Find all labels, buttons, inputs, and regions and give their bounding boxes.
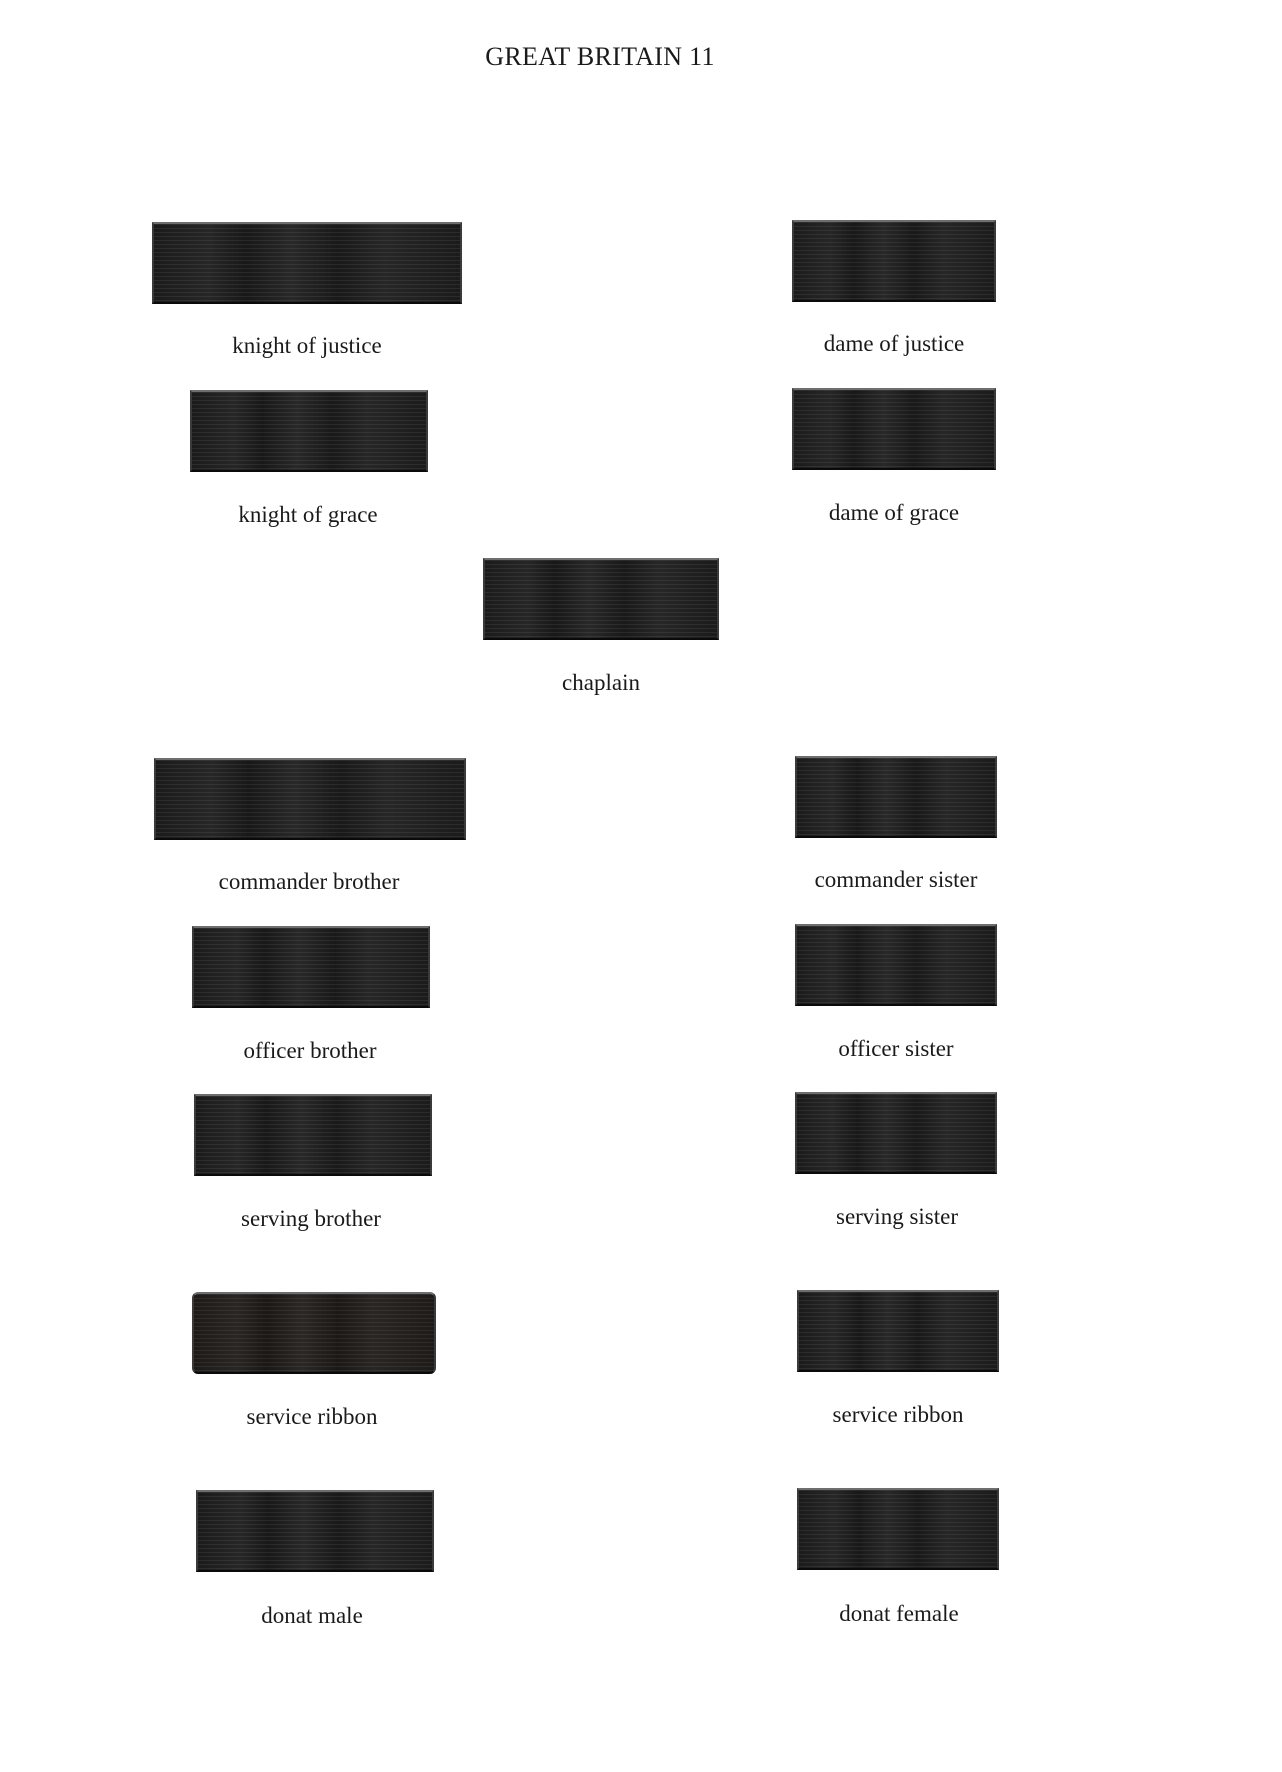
ribbon-commander-sister [795, 756, 997, 838]
ribbon-officer-brother [192, 926, 430, 1008]
ribbon-chaplain [483, 558, 719, 640]
label-dame-of-justice: dame of justice [823, 331, 965, 356]
page-title: GREAT BRITAIN 11 [485, 42, 715, 71]
ribbon-dame-of-justice [792, 220, 996, 302]
ribbon-serving-brother [194, 1094, 432, 1176]
ribbon-donat-female [797, 1488, 999, 1570]
label-officer-sister: officer sister [838, 1036, 954, 1061]
ribbon-commander-brother [154, 758, 466, 840]
label-officer-brother: officer brother [243, 1038, 377, 1063]
label-service-ribbon-right: service ribbon [832, 1402, 964, 1427]
label-donat-male: donat male [261, 1603, 363, 1628]
ribbon-service-ribbon-right [797, 1290, 999, 1372]
label-commander-sister: commander sister [814, 867, 978, 892]
ribbon-donat-male [196, 1490, 434, 1572]
label-knight-of-justice: knight of justice [232, 333, 382, 358]
ribbon-knight-of-justice [152, 222, 462, 304]
label-serving-sister: serving sister [835, 1204, 959, 1229]
label-chaplain: chaplain [562, 670, 640, 695]
label-service-ribbon-left: service ribbon [246, 1404, 378, 1429]
ribbon-service-ribbon-left [192, 1292, 436, 1374]
label-knight-of-grace: knight of grace [238, 502, 378, 527]
ribbon-officer-sister [795, 924, 997, 1006]
label-dame-of-grace: dame of grace [828, 500, 960, 525]
label-commander-brother: commander brother [218, 869, 400, 894]
ribbon-serving-sister [795, 1092, 997, 1174]
ribbon-dame-of-grace [792, 388, 996, 470]
label-serving-brother: serving brother [241, 1206, 381, 1231]
ribbon-knight-of-grace [190, 390, 428, 472]
label-donat-female: donat female [839, 1601, 959, 1626]
